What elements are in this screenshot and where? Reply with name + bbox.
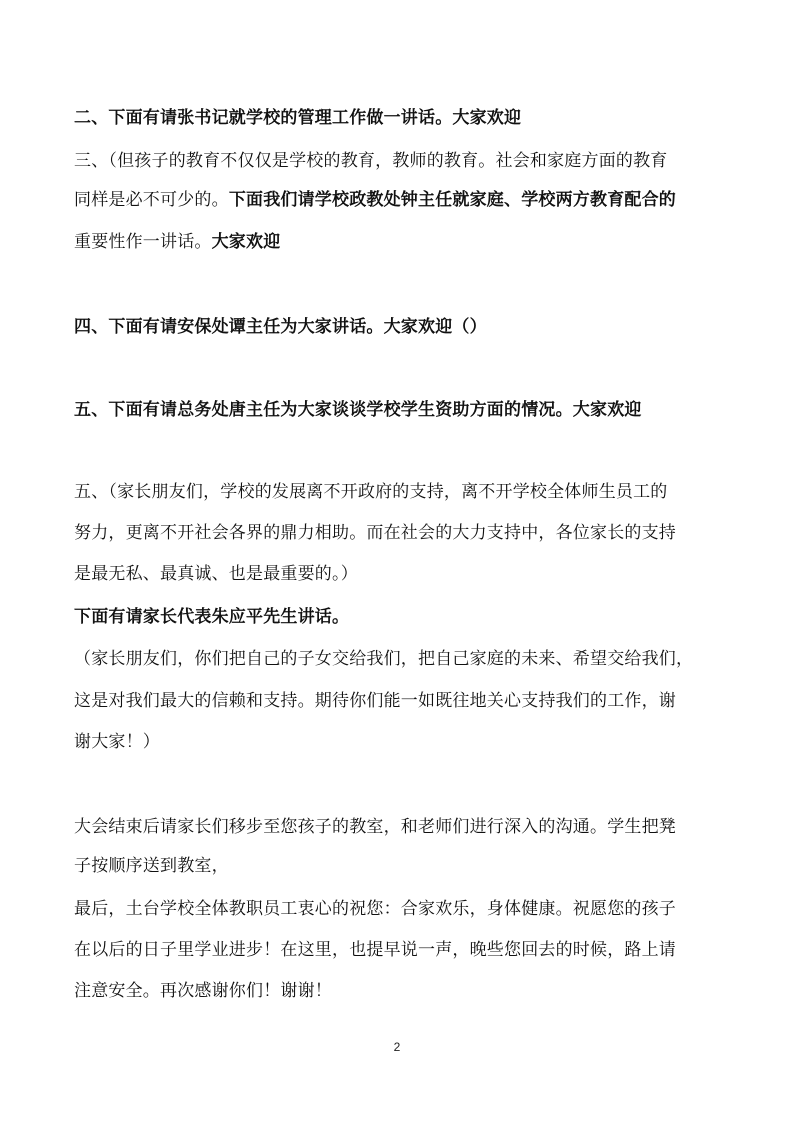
paragraph-zhong-intro-line3 [74, 230, 734, 254]
paragraph-zhong-intro-line1: 三、（但孩子的教育不仅仅是学校的教育，教师的教育。社会和家庭方面的教育 [74, 151, 668, 171]
bold-text: 下面我们请学校政教处钟主任就家庭、学校两方教育配合的 [228, 190, 677, 210]
normal-text: 重要性作一讲话。 [74, 232, 212, 252]
paragraph-zhang-speech: 二、下面有请张书记就学校的管理工作做一讲话。大家欢迎 [74, 108, 522, 128]
paragraph-closing-line1: 最后，土台学校全体教职员工衷心的祝您：合家欢乐，身体健康。祝愿您的孩子 [74, 899, 676, 919]
paragraph-parents-intro-line2: 努力，更离不开社会各界的鼎力相助。而在社会的大力支持中，各位家长的支持 [74, 523, 676, 543]
paragraph-zhong-intro-line2 [74, 188, 734, 212]
paragraph-thanks-line3: 谢大家！） [74, 732, 160, 752]
paragraph-tang-speech: 五、下面有请总务处唐主任为大家谈谈学校学生资助方面的情况。大家欢迎 [74, 400, 642, 420]
page-number: 2 [393, 1040, 401, 1054]
paragraph-tan-speech: 四、下面有请安保处谭主任为大家讲话。大家欢迎（） [74, 317, 487, 337]
bold-text: 大家欢迎 [211, 232, 281, 252]
paragraph-after-meeting-line1: 大会结束后请家长们移步至您孩子的教室，和老师们进行深入的沟通。学生把凳 [74, 817, 676, 837]
paragraph-after-meeting-line2: 子按顺序送到教室， [74, 856, 229, 876]
paragraph-parents-intro-line3: 是最无私、最真诚、也是最重要的。） [74, 564, 358, 584]
paragraph-closing-line2: 在以后的日子里学业进步！在这里，也提早说一声，晚些您回去的时候，路上请 [74, 940, 676, 960]
paragraph-thanks-line1: （家长朋友们，你们把自己的子女交给我们，把自己家庭的未来、希望交给我们， [74, 649, 694, 669]
paragraph-parent-representative: 下面有请家长代表朱应平先生讲话。 [74, 607, 350, 627]
paragraph-thanks-line2: 这是对我们最大的信赖和支持。期待你们能一如既往地关心支持我们的工作，谢 [74, 691, 676, 711]
paragraph-parents-intro-line1: 五、（家长朋友们，学校的发展离不开政府的支持，离不开学校全体师生员工的 [74, 482, 668, 502]
normal-text: 同样是必不可少的。 [74, 190, 229, 210]
paragraph-closing-line3: 注意安全。再次感谢你们！谢谢！ [74, 981, 332, 1001]
